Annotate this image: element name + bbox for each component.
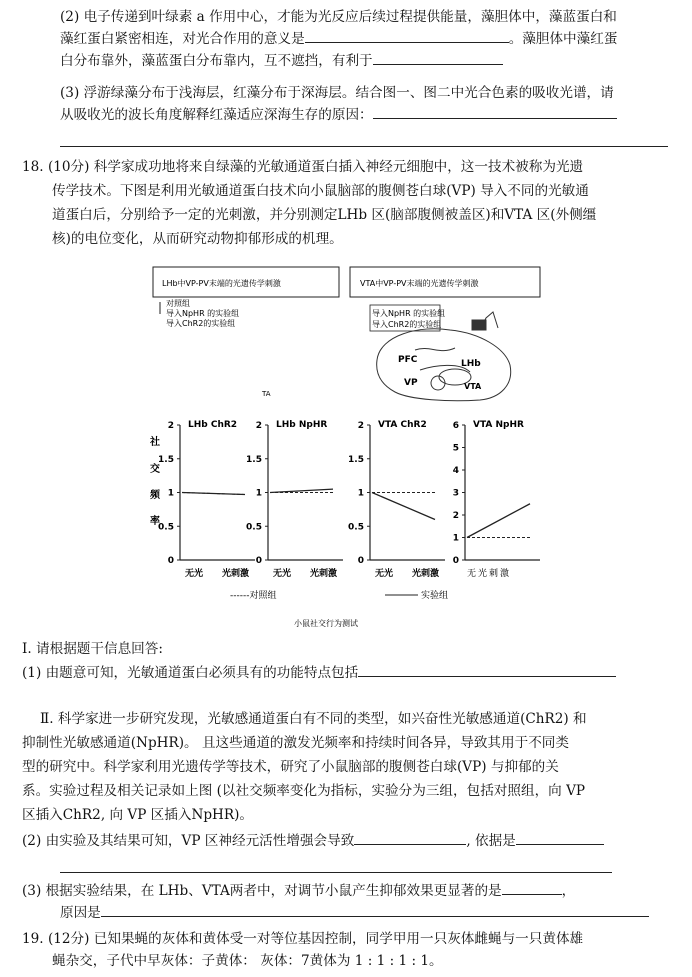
q17-p2-line1: (2) 电子传递到叶绿素 a 作用中心，才能为光反应后续过程提供能量，藻胆体中，藻蓝蛋白和 (60, 9, 617, 25)
figure-caption: 小鼠社交行为测试 (294, 619, 358, 628)
s2-q2-text: (2) 由实验及其结果可知，VP 区神经元活性增强会导致 (22, 833, 355, 849)
panel-3-ytick-label: 1 (452, 533, 459, 544)
panel-1-xtick-label: 光刺激 (310, 569, 338, 579)
panel-2-experiment-line (372, 493, 435, 520)
q18-line1: 18. (10分) 科学家成功地将来自绿藻的光敏通道蛋白插入神经元细胞中，这一技术被称为光遗 (22, 159, 584, 175)
panel-3-ytick-label: 2 (452, 511, 459, 521)
s2-q3 (22, 880, 672, 902)
panel-1-ytick-label: 2 (255, 421, 262, 431)
s2-line3: 型的研究中。科学家利用光遗传学等技术，研究了小鼠脑部的腹侧苍白球(VP) 与抑郁的关 (22, 759, 559, 775)
s2-line1: Ⅱ. 科学家进一步研究发现，光敏感通道蛋白有不同的类型，如兴奋性光敏感通道(ChR2) 和 (40, 711, 587, 727)
s2-line5: 区插入ChR2, 向 VP 区插入NpHR)。 (22, 807, 254, 823)
panel-3-ytick-label: 3 (452, 488, 459, 499)
panel-1-experiment-line (270, 489, 333, 492)
brain-vp: VP (404, 378, 418, 388)
panel-0-ytick-label: 0.5 (158, 522, 174, 533)
s2-q3-reason-text: 原因是 (60, 905, 101, 921)
answer-blank[interactable] (358, 662, 616, 677)
q17-p2-line2-tail: 。藻胆体中藻红蛋 (508, 31, 618, 47)
panel-0-ytick-label: 0 (167, 556, 174, 566)
panel-0-xtick-label: 光刺激 (222, 569, 250, 579)
answer-line[interactable] (60, 872, 612, 873)
panel-2-ytick-label: 1 (357, 488, 364, 499)
panel-2-ytick-label: 0.5 (348, 522, 364, 533)
brain-lhb: LHb (461, 359, 481, 369)
panel-2-ytick-label: 1.5 (348, 454, 364, 465)
panel-1-title: LHb NpHR (276, 420, 328, 430)
legend-nphr: 导入NpHR 的实验组 (166, 309, 240, 318)
panel-2-xtick-label: 光刺激 (412, 569, 440, 579)
answer-blank[interactable] (516, 830, 604, 845)
s1-q1 (22, 662, 672, 684)
s1-q1-text: (1) 由题意可知，光敏通道蛋白必须具有的功能特点包括 (22, 665, 359, 681)
panel-0-ytick-label: 2 (167, 421, 174, 431)
panel-1-xtick-label: 无光 (273, 569, 292, 579)
panel-0-xtick-label: 无光 (185, 569, 204, 579)
panel-3-ytick-label: 5 (452, 443, 459, 454)
q19-line1: 19. (12分) 已知果蝇的灰体和黄体受一对等位基因控制，同学甲用一只灰体雌蝇与一只黄体雄 (22, 931, 584, 947)
panel-0-experiment-line (182, 493, 245, 495)
panel-0-ytick-label: 1.5 (158, 454, 174, 465)
s2-line2: 抑制性光敏感通道(NpHR)。 且这些通道的激发光频率和持续时间各异，导致其用于不同类 (22, 735, 569, 751)
panel-2-title: VTA ChR2 (378, 420, 427, 430)
answer-blank[interactable] (101, 902, 649, 917)
panel-2-xtick-label: 无光 (375, 569, 394, 579)
panel-1-ytick-label: 0.5 (246, 522, 262, 533)
y-label-1: 社 (150, 437, 160, 448)
figure-ta-mark: TA (262, 390, 271, 398)
panel-0-ytick-label: 1 (167, 488, 174, 499)
panel-2-ytick-label: 0 (357, 556, 364, 566)
panel-1-ytick-label: 1 (255, 488, 262, 499)
q19-line2: 蝇杂交，子代中早灰体：子黄体： 灰体：7黄体为 1 : 1 : 1 : 1。 (52, 953, 443, 969)
legend-control: 对照组 (166, 299, 190, 308)
legend-right-nphr: 导入NpHR 的实验组 (372, 309, 446, 318)
legend-exp-line: 实验组 (421, 591, 449, 601)
answer-blank[interactable] (502, 880, 562, 895)
box-lhb-label: LHb中VP-PV末端的光遗传学刺激 (162, 279, 281, 288)
panel-3-experiment-line (467, 504, 530, 538)
panel-0-title: LHb ChR2 (188, 420, 238, 430)
legend-chr2: 导入ChR2的实验组 (166, 319, 236, 328)
legend-right-chr2: 导入ChR2的实验组 (372, 320, 442, 329)
panel-3-ytick-label: 6 (452, 421, 459, 431)
answer-blank[interactable] (354, 830, 466, 845)
q17-p2-line2-text: 藻红蛋白紧密相连，对光合作用的意义是 (60, 31, 305, 47)
q17-p2-line3-text: 白分布靠外，藻蓝蛋白分布靠内，互不遮挡，有利于 (60, 53, 373, 69)
q17-p3-line2-text: 从吸收光的波长角度解释红藻适应深海生存的原因： (60, 107, 373, 123)
q17-p3-line1: (3) 浮游绿藻分布于浅海层，红藻分布于深海层。结合图一、图二中光合色素的吸收光谱，请 (60, 85, 614, 101)
s2-q3-text: (3) 根据实验结果，在 LHb、VTA两者中，对调节小鼠产生抑郁效果更显著的是 (22, 883, 502, 899)
brain-vta: VTA (464, 382, 482, 391)
q18-line3: 道蛋白后，分别给予一定的光刺激，并分别测定LHb 区(脑部腹侧被盖区)和VTA 区(外侧缰 (52, 207, 597, 223)
legend-control-line: ------对照组 (230, 591, 277, 601)
y-label-2: 交 (150, 464, 160, 475)
s2-line4: 系。实验过程及相关记录如上图 (以社交频率变化为指标，实验分为三组，包括对照组，向 VP (22, 783, 586, 799)
panel-3-title: VTA NpHR (473, 420, 524, 430)
panel-1-ytick-label: 1.5 (246, 454, 262, 465)
s1-head: I. 请根据题干信息回答: (22, 641, 163, 657)
panel-3-ytick-label: 4 (452, 466, 459, 476)
y-label-3: 频 (150, 490, 160, 501)
s2-q2-tail: , 依据是 (466, 833, 516, 849)
box-vta-label: VTA中VP-PV末端的光遗传学刺激 (360, 279, 479, 288)
s2-q3-reason (60, 902, 672, 924)
q18-line4: 核)的电位变化，从而研究动物抑郁形成的机理。 (52, 231, 343, 247)
panel-3-ytick-label: 0 (452, 556, 459, 566)
s2-q2 (22, 830, 672, 852)
brain-pfc: PFC (398, 355, 418, 365)
y-label-4: 率 (150, 516, 160, 527)
s2-q3-comma: ， (561, 883, 576, 899)
q18-line2: 传学技术。下图是利用光敏通道蛋白技术向小鼠脑部的腹侧苍白球(VP) 导入不同的光敏通 (52, 183, 589, 199)
panel-1-ytick-label: 0 (255, 556, 262, 566)
panel-3-xtick-label: 无光刺激 (467, 569, 512, 579)
panel-2-ytick-label: 2 (357, 421, 364, 431)
